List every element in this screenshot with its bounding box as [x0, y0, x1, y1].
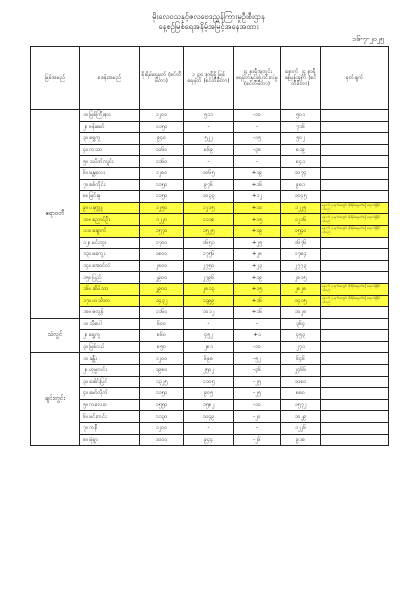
remarks-cell: နောက် ၃ ရက်အတွင်း စိုးရိမ်ရေမှတ်သို့ ရောက်ရှိနိုင်ပါသည် [321, 214, 389, 226]
station-name-cell: ၁၅။ ပြည် [80, 272, 140, 284]
change-cell: +၂၅ [234, 237, 281, 249]
station-name-cell: ၁၆။ ဆိပ်သာ [80, 283, 140, 295]
forecast-cell: ၂၄၆၆ [281, 365, 321, 377]
water-level-table [30, 46, 389, 446]
change-cell: +၂၈ [234, 249, 281, 261]
forecast-cell: ၅၀၂ [281, 133, 321, 145]
remarks-cell: နောက် ၃ ရက်အတွင်း စိုးရိမ်ရေမှတ်သို့ ရောက်ရှိနိုင်ပါသည် [321, 295, 389, 307]
table-row [31, 330, 389, 342]
change-cell: +၁၉ [234, 167, 281, 179]
water-level-cell: ၁၅၂၅ [184, 225, 234, 237]
forecast-cell: ၅၀၁ [281, 110, 321, 122]
water-level-cell: ၂၈၁ [184, 341, 234, 353]
danger-level-cell: ၁၀၆၀ [140, 144, 184, 156]
table-row [31, 423, 389, 435]
danger-level-cell: ၁၂၂၀ [140, 214, 184, 226]
forecast-cell: ၂၇၁ [281, 341, 321, 353]
table-row [31, 121, 389, 133]
forecast-cell: ၁၅၇၂ [281, 399, 321, 411]
station-name-cell: ၁။ မြစ်ကြီးနား [80, 110, 140, 122]
station-name-cell: ၁။ ခန္တီး [80, 353, 140, 365]
forecast-cell: ၁၇၈၄ [281, 249, 321, 261]
forecast-cell: ၁၀၇၄ [281, 167, 321, 179]
table-row [31, 260, 389, 272]
change-cell: +၁၆ [234, 295, 281, 307]
danger-level-cell: ၁၄၃၂ [140, 295, 184, 307]
change-cell: -၂၅ [234, 376, 281, 388]
station-name-cell: ၂။ ရွှေကူ [80, 330, 140, 342]
forecast-cell: ၇၁၆ [281, 121, 321, 133]
danger-level-cell: ၂၉၀၀ [140, 283, 184, 295]
forecast-cell: ၈၄၁ [281, 156, 321, 168]
remarks-cell [321, 365, 389, 377]
station-name-cell: ၇။ စစ်ကိုင်း [80, 179, 140, 191]
danger-level-cell: ၁၂၀၀ [140, 110, 184, 122]
remarks-cell: နောက် ၃ ရက်အတွင်း စိုးရိမ်ရေမှတ်သို့ ရောက်ရှိနိုင်ပါသည် [321, 225, 389, 237]
water-level-cell: - [184, 423, 234, 435]
remarks-cell [321, 237, 389, 249]
danger-level-cell: ၈၆၀ [140, 330, 184, 342]
table-row [31, 167, 389, 179]
station-name-cell: ၄။ ကသာ [80, 144, 140, 156]
station-name-cell: ၂။ ဗန်းမော် [80, 121, 140, 133]
col-header-station: စခန်းအမည် [80, 47, 140, 110]
forecast-cell: ၁၄၁၅ [281, 295, 321, 307]
water-level-cell: - [184, 156, 234, 168]
forecast-cell: ၂၈၂၈ [281, 283, 321, 295]
danger-level-cell: ၆၀၀ [140, 318, 184, 330]
water-level-cell: - [184, 121, 234, 133]
danger-level-cell: ၁၅၅၀ [140, 399, 184, 411]
station-name-cell: ၉။ ပခုက္ကူ [80, 202, 140, 214]
remarks-cell: နောက် ၃ ရက်အတွင်း စိုးရိမ်ရေမှတ်သို့ ရောက်ရှိနိုင်ပါသည် [321, 202, 389, 214]
forecast-cell: ၁၆၇၆ [281, 237, 321, 249]
change-cell: +၁၆ [234, 307, 281, 319]
station-name-cell: ၁၄။ အောင်လံ [80, 260, 140, 272]
remarks-cell [321, 191, 389, 203]
change-cell: +၁၆ [234, 179, 281, 191]
change-cell: -၁၅ [234, 133, 281, 145]
danger-level-cell: ၁၂၈၀ [140, 167, 184, 179]
remarks-cell [321, 307, 389, 319]
forecast-cell: ၄၅၃ [281, 330, 321, 342]
col-header-river: မြစ်အမည် [31, 47, 80, 110]
danger-level-cell: ၁၁၅၀ [140, 179, 184, 191]
remarks-cell [321, 110, 389, 122]
danger-level-cell: ၁၁၅၀ [140, 191, 184, 203]
danger-level-cell: ၂၈၀၀ [140, 260, 184, 272]
water-level-cell: ၂၅၀၂ [184, 365, 234, 377]
table-row [31, 144, 389, 156]
water-level-cell: ၁၁၀၅ [184, 376, 234, 388]
table-row [31, 365, 389, 377]
forecast-cell: ၈၁၉ [281, 144, 321, 156]
forecast-cell: ၁၀၂၉ [281, 411, 321, 423]
river-name-cell: ဧရာဝတီ [31, 110, 80, 319]
forecast-cell: ၈၈၀ [281, 388, 321, 400]
danger-level-cell: ၁၂၀၀ [140, 353, 184, 365]
forecast-cell: ၁၀၄၅ [281, 191, 321, 203]
remarks-cell [321, 156, 389, 168]
table-row [31, 434, 389, 446]
water-level-cell: ၉၀၅ [184, 388, 234, 400]
col-header-forecast: နောက် ၂၄ နာရီ ခန့်မှန်းချက် (စင်တီမီတာ) [281, 47, 321, 110]
water-level-cell: ၁၂၁၅ [184, 202, 234, 214]
table-row [31, 318, 389, 330]
change-cell: - [234, 318, 281, 330]
col-header-danger: စိုးရိမ်ရေမှတ် (စင်တီမီတာ) [140, 47, 184, 110]
water-level-cell: ၅၂၂ [184, 133, 234, 145]
danger-level-cell: ၁၁၃၀ [140, 411, 184, 423]
danger-level-cell: ၁၁၅၀ [140, 388, 184, 400]
station-name-cell: ၁။ သီပေါ [80, 318, 140, 330]
change-cell: -၃၈ [234, 144, 281, 156]
water-level-cell: ၉၄၄ [184, 434, 234, 446]
station-name-cell: ၃။ ရွှေကူ [80, 133, 140, 145]
forecast-cell: ၁၂၁၆ [281, 214, 321, 226]
danger-level-cell: ၈၅၀ [140, 341, 184, 353]
col-header-level: ၁၂၃၀ နာရီရှိ မြစ်ရေမှတ် (စင်တီမီတာ) [184, 47, 234, 110]
station-name-cell: ၈။ မုံရွာ [80, 434, 140, 446]
table-row [31, 283, 389, 295]
table-row [31, 249, 389, 261]
danger-level-cell: ၁၅၇၀ [140, 225, 184, 237]
table-body [31, 110, 389, 446]
water-level-cell: ၉၇၆ [184, 179, 234, 191]
change-cell: -၁၀ [234, 399, 281, 411]
forecast-cell: ၉၈၁ [281, 179, 321, 191]
report-subtitle: နေ့စဉ်မြစ်ရေအနိမ့်အမြင့်အနေအထား [158, 22, 259, 31]
water-level-cell: ၁၆၅၁ [184, 237, 234, 249]
water-level-cell: ၁၅၈၂ [184, 399, 234, 411]
remarks-cell [321, 388, 389, 400]
table-row [31, 388, 389, 400]
remarks-cell [321, 318, 389, 330]
forecast-cell: ၁၀၂၈ [281, 307, 321, 319]
forecast-cell: ၁၂၂၆ [281, 423, 321, 435]
water-level-cell: - [184, 318, 234, 330]
remarks-cell [321, 411, 389, 423]
table-row [31, 214, 389, 226]
table-row [31, 399, 389, 411]
water-level-cell: ၈၆၉ [184, 144, 234, 156]
station-name-cell: ၁၀။ ညောင်ဦး [80, 214, 140, 226]
water-level-cell: ၆၉၈ [184, 353, 234, 365]
station-name-cell: ၃။ ခေါင်းပြင် [80, 376, 140, 388]
remarks-cell [321, 423, 389, 435]
table-row [31, 156, 389, 168]
change-cell: - [234, 423, 281, 435]
station-name-cell: ၇။ ကနီ [80, 423, 140, 435]
forecast-cell: ၆၄၆ [281, 353, 321, 365]
river-name-cell: သံလွင် [31, 318, 80, 353]
danger-level-cell: ၉၄၀ [140, 133, 184, 145]
report-date: ၁၆-၇-၂၀၂၅ [352, 35, 384, 43]
forecast-cell: ၁၀၈၀ [281, 376, 321, 388]
remarks-cell [321, 260, 389, 272]
table-row [31, 202, 389, 214]
danger-level-cell: ၁၂၅၀ [140, 202, 184, 214]
station-name-cell: ၆။ မန္တလေး [80, 167, 140, 179]
change-cell: +၁ [234, 330, 281, 342]
table-row [31, 307, 389, 319]
remarks-cell [321, 167, 389, 179]
remarks-cell [321, 341, 389, 353]
station-name-cell: ၂။ ဟုမ္မလင်း [80, 365, 140, 377]
forecast-cell: ၂၇၇၃ [281, 260, 321, 272]
remarks-cell [321, 376, 389, 388]
station-name-cell: ၅။ ကလေးဝ [80, 399, 140, 411]
remarks-cell [321, 353, 389, 365]
table-row [31, 133, 389, 145]
table-row [31, 376, 389, 388]
water-level-cell: ၂၇၅၀ [184, 260, 234, 272]
change-cell: +၁၉ [234, 225, 281, 237]
danger-level-cell: ၁၁၆၀ [140, 156, 184, 168]
station-name-cell: ၁၈။ ဇလွန် [80, 307, 140, 319]
change-cell: -၃၆ [234, 365, 281, 377]
change-cell: +၂၃ [234, 260, 281, 272]
water-level-cell: ၂၇၉၆ [184, 272, 234, 284]
danger-level-cell: ၁၉၈၀ [140, 365, 184, 377]
table-row [31, 341, 389, 353]
table-header-row [31, 47, 389, 110]
water-level-cell: ၁၃၉၉ [184, 295, 234, 307]
danger-level-cell: ၂၉၀၀ [140, 272, 184, 284]
remarks-cell [321, 179, 389, 191]
table-row [31, 295, 389, 307]
table-row [31, 179, 389, 191]
change-cell: - [234, 121, 281, 133]
change-cell: +၁၉ [234, 272, 281, 284]
remarks-cell [321, 272, 389, 284]
change-cell: -၁၀ [234, 341, 281, 353]
station-name-cell: ၅။ သပိတ်ကျင်း [80, 156, 140, 168]
forecast-cell: ၁၅၄၀ [281, 225, 321, 237]
change-cell: -၅၂ [234, 353, 281, 365]
remarks-cell: နောက် ၃ ရက်အတွင်း စိုးရိမ်ရေမှတ်သို့ ရောက်ရှိနိုင်ပါသည် [321, 283, 389, 295]
col-header-remarks: မှတ်ချက် [321, 47, 389, 110]
station-name-cell: ၁၃။ မကွေး [80, 249, 140, 261]
water-level-cell: ၄၅၂ [184, 330, 234, 342]
change-cell: - [234, 156, 281, 168]
station-name-cell: ၁၁။ ချောက် [80, 225, 140, 237]
forecast-cell: ၂၈၁၅ [281, 272, 321, 284]
remarks-cell [321, 330, 389, 342]
change-cell: -၁၀ [234, 110, 281, 122]
river-name-cell: ချင်းတွင်း [31, 353, 80, 446]
remarks-cell [321, 121, 389, 133]
danger-level-cell: ၁၁၅၀ [140, 121, 184, 133]
water-level-cell: ၁၀၄၉ [184, 411, 234, 423]
danger-level-cell: ၁၃၂၅ [140, 376, 184, 388]
remarks-cell [321, 133, 389, 145]
change-cell: +၁၅ [234, 214, 281, 226]
change-cell: +၁၀ [234, 202, 281, 214]
remarks-cell [321, 249, 389, 261]
forecast-cell: ၁၂၂၅ [281, 202, 321, 214]
table-row [31, 191, 389, 203]
water-level-cell: ၁၀၁၂ [184, 307, 234, 319]
station-name-cell: ၁၂။ မင်းဘူး [80, 237, 140, 249]
station-name-cell: ၃။ မြစ်ငယ် [80, 341, 140, 353]
change-cell: -၂၅ [234, 388, 281, 400]
station-name-cell: ၆။ မင်းကင်း [80, 411, 140, 423]
change-cell: +၁၂ [234, 191, 281, 203]
change-cell: +၁၅ [234, 283, 281, 295]
water-level-cell: ၁၇၅၆ [184, 249, 234, 261]
water-level-cell: ၅၁၁ [184, 110, 234, 122]
water-level-cell: ၁၁၁၈ [184, 214, 234, 226]
remarks-cell [321, 144, 389, 156]
danger-level-cell: ၁၂၀၀ [140, 423, 184, 435]
table-row [31, 110, 389, 122]
change-cell: -၂၀ [234, 411, 281, 423]
change-cell: -၂၆ [234, 434, 281, 446]
remarks-cell [321, 399, 389, 411]
danger-level-cell: ၁၇၀၀ [140, 237, 184, 249]
water-level-cell: ၁၀၃၃ [184, 191, 234, 203]
col-header-change: ၂၄ နာရီအတွင်း ရေမှတ်နှင့်ပြောင်းလဲမှု (စင်တီမီတာ) [234, 47, 281, 110]
forecast-cell: ၉၁၈ [281, 434, 321, 446]
water-level-cell: ၁၀၆၅ [184, 167, 234, 179]
station-name-cell: ၁၇။ ဟင်္သာတ [80, 295, 140, 307]
station-name-cell: ၈။ မြင်းမူ [80, 191, 140, 203]
table-row [31, 225, 389, 237]
danger-level-cell: ၁၀၀၀ [140, 434, 184, 446]
danger-level-cell: ၁၈၀၀ [140, 249, 184, 261]
table-row [31, 237, 389, 249]
remarks-cell [321, 434, 389, 446]
table-row [31, 411, 389, 423]
table-row [31, 353, 389, 365]
station-name-cell: ၄။ မော်လိုက် [80, 388, 140, 400]
forecast-cell: ၃၆၄ [281, 318, 321, 330]
report-title: မိုးလေဝသနှင့်ဇလဗေဒညွှန်ကြားမှုဦးစီးဌာန [152, 12, 265, 21]
danger-level-cell: ၁၁၆၀ [140, 307, 184, 319]
water-level-cell: ၂၈၁၃ [184, 283, 234, 295]
table-row [31, 272, 389, 284]
